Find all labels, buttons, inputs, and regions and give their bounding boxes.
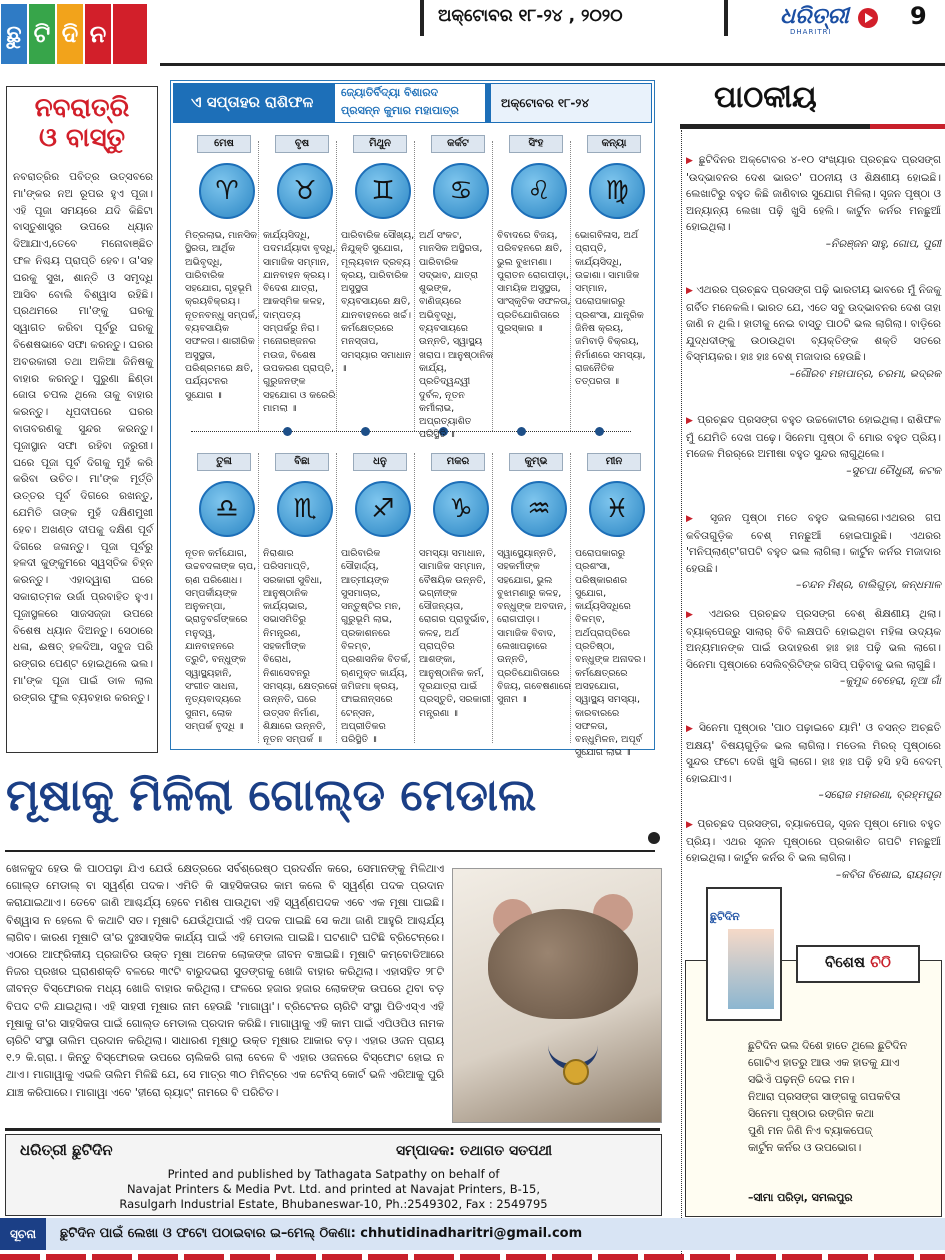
pisces-icon: ♓ <box>589 481 645 537</box>
navaratri-title <box>7 93 157 153</box>
letters-section-title: ପାଠକୀୟ <box>714 80 817 115</box>
rat-story-text: ଖେଳକୁଦ ହେଉ କି ପାଠପଢ଼ା ଯିଏ ଯେଉଁ କ୍ଷେତ୍ରରେ ସର୍ବଶ୍ରେଷ୍ଠ ପ୍ରଦର୍ଶନ କରେ, ସେମାନଙ୍କୁ ମିଳିଥାଏ ଗୋଲ୍ଡ ମେଡାଲ୍ ବା ସ୍ୱର୍ଣ୍ଣ ପଦକ। ଏମିତି କି ସାହସିକତାର କାମ କଲେ ବି ସ୍ୱର୍ଣ୍ଣ ପଦକ ପ୍ରଦାନ କରାଯାଇଥାଏ। ତେବେ ଜାଣି ଆଶ୍ଚର୍ଯ୍ୟ ହେବେ ମଣିଷ ପାଉଥିବା ଏହି ସ୍ୱର୍ଣ୍ଣପଦକ ଏବେ ଏକ ମୂଷା ପାଇଛି। ବିଶ୍ୱାସ ନ ହେଲେ ବି କଥାଟି ସତ। ମୂଷାଟି ଯେଉଁଥିପାଇଁ ଏହି ପଦକ ପାଇଛି ସେ କଥା ଜାଣି ଆହୁରି ଆଶ୍ଚର୍ଯ୍ୟ ଲାଗିବ। କାରଣ ମୂଷାଟି ତା'ର ଦୁଃସାହସିକ କାର୍ଯ୍ୟ ପାଇଁ ଏହି ମେଡାଲ ପାଇଛି। ଘଟଣାଟି ଘଟିଛି ବ୍ରିଟେନ୍‌ରେ। ଏଠାରେ ଆଫ୍ରିକୀୟ ପ୍ରଜାତିର ଉକ୍ତ ମୂଷା ଅନେକ ଲୋକଙ୍କ ଜୀବନ ବଞ୍ଚାଇଛି। ମୂଷାଟି କମ୍ବୋଡିଆରେ ନିଜର ପ୍ରଖର ଘ୍ରାଣଶକ୍ତି ବଳରେ ୩୯ଟି ବାରୁଦଭରା ସୁଡଙ୍ଗକୁ ଖୋଜି ବାହାର କରିଥିଲା। ଏହାସହିତ ୨୮ଟି ଜୀବନ୍ତ ବିସ୍ଫୋରକ ମଧ୍ୟ ଖୋଜି ବାହାର କରିଥିଲା। ଫଳରେ ହଜାର ହଜାର ଲୋକଙ୍କ ଉପରେ ଥିବା ବଡ଼ ବିପଦ ଟଳି ଯାଇଥିଲା। ଏହି ସାହସୀ ମୂଷାର ନାମ ହେଉଛି 'ମାଗାୱା'। ବ୍ରିଟେନର ଚାରିଟି ସଂସ୍ଥା ପିଡିଏସ୍‌ଏ ଏହି ମୂଷାକୁ ତା'ର ସାହସିକତା ପାଇଁ ଗୋଲ୍ଡ ମେଡାଲ ପ୍ରଦାନ କରିଛି। ମାଗାୱାକୁ ଏହି କାମ ପାଇଁ ଏପିଓପିଓ ନାମକ ଚାରିଟି ସଂସ୍ଥା ତାଲିମ ପ୍ରଦାନ କରିଥିଲା। ସାଧାରଣ ମୂଷାଠୁ ଉକ୍ତ ମୂଷାର ଆକାର ବଡ଼। ଏହାର ଓଜନ ପ୍ରାୟ ୧.୨ କି.ଗ୍ରା.। କିନ୍ତୁ ବିସ୍ଫୋରକ ଉପରେ ଚାଲିକରି ଗଲା ବେଳେ ବି ଏହାର ଓଜନରେ ବିସ୍ଫୋଟ ହୋଇ ନ ଥାଏ। ମାଗାୱାକୁ ଏଭଳି ତାଲିମ ମିଳିଛି ଯେ, ସେ ମାତ୍ର ୩୦ ମିନିଟ୍‌ରେ ଏକ ଟେନିସ୍ କୋର୍ଟ ଭଳି ଏରିଆକୁ ପୁରି ଯାଞ୍ଚ କରିପାରେ। ମାଗାୱା ଏବେ 'ହୀରୋ ର‍୍ୟାଟ୍' ନାମରେ ବି ପରିଚିତ। <box>6 862 444 1099</box>
letter-text: ଏଥରର ପ୍ରଚ୍ଛଦ ପ୍ରସଙ୍ଗ ବେଶ୍ ଶିକ୍ଷଣୀୟ ଥିଲା। ବ୍ୟାକ୍‌ପେଜ୍‌ରୁ ସାଲାର୍ ବିବି ଲକ୍ଷପତି ହୋଇଥିବା ମହିଳା ଉଦ୍ୟକ ଅନ୍ୟମାନଙ୍କ ପାଇଁ ଉଦାହରଣ ହାଃ ହାଃ ପଢ଼ି ଭଲ ଲାଗେ। ସିନେମା ପୃଷ୍ଠାରେ ସେଲିବ୍ରିଟିଙ୍କ ଗସିପ୍ ପଢ଼ିବାକୁ ଭଲ ଲାଗୁଛି। <box>686 608 941 671</box>
sign-name: କନ୍ୟା <box>587 135 641 153</box>
bullet-icon: ▶ <box>686 156 695 166</box>
letter-signature: –ସୁଚପା ଚୌଧୁରୀ, କଟକ <box>846 464 941 477</box>
poem-line: କାର୍ଟୁନ କର୍ନର ଓ ଉପଭୋଗ। <box>748 1141 862 1154</box>
scorpio-icon: ♏ <box>277 481 333 537</box>
print-line-3: Rasulgarh Industrial Estate, Bhubaneswar-10, Ph.:2549302, Fax : 2549795 <box>119 1197 548 1211</box>
sign-name: କୁମ୍ଭ <box>509 453 563 471</box>
imprint-box <box>5 1134 662 1216</box>
divider-dot <box>517 427 526 436</box>
poem-line: ନିଆରା ପ୍ରସଙ୍ଗ ସାଙ୍ଗକୁ ଗପକବିତା <box>748 1090 901 1103</box>
magazine-cover-photo <box>728 929 774 1009</box>
astrologer-credit <box>335 84 485 122</box>
sign-forecast: ପାରିବାରିକ ସୌଖ୍ୟ, ନିଯୁକ୍ତି ସୁଯୋଗ, ମୂଲ୍ୟବାନ ଦ୍ରବ୍ୟ କ୍ରୟ, ପାରିବାରିକ ଅସୁସ୍ଥତା ବ୍ୟବସାୟରେ କ୍ଷତି, ଯାନବାହନରେ ଖର୍ଚ୍ଚ। କର୍ମକ୍ଷେତ୍ରରେ ମନସ୍ତାପ, ସମସ୍ୟାର ସମାଧାନ ॥ <box>341 230 415 374</box>
bullet-icon: ▶ <box>686 724 695 734</box>
divider-dot <box>595 427 604 436</box>
letter-text: ଛୁଟିଦିନର ଅକ୍ଟୋବର ୪-୧୦ ସଂଖ୍ୟାର ପ୍ରଚ୍ଛଦ ପ୍ରସଙ୍ଗ 'ଉଦ୍ଭାବନର ଦେଶ ଭାରତ' ପଠନୀୟ ଓ ଶିକ୍ଷଣୀୟ ହୋଇଛି। ଲେଖାଟିରୁ ବହୁତ କିଛି ଜାଣିବାର ସୁଯୋଗ ମିଳିଲା। ସୃଜନ ପୃଷ୍ଠା ଓ ଅନ୍ୟାନ୍ୟ ଲେଖା ପଢ଼ି ଖୁସି ହେଲି। କାର୍ଟୁନ କର୍ନର ମନଛୁଆଁ ହୋଇଥିଲା। <box>686 154 942 233</box>
letter-signature: –କୁମୁଦ୍ଦ ବେହେରା, ନୂଆ ଗାଁ <box>839 675 941 687</box>
publication-name: ଧରିତ୍ରୀ ଛୁଟିଦିନ <box>20 1141 113 1159</box>
sign-name: ଧନୁ <box>353 453 407 471</box>
reader-letter <box>686 720 941 804</box>
sign-forecast: ଅର୍ଥ ସଂକଟ, ମାନସିକ ଅସ୍ଥିରତା, ପାରିବାରିକ ସଦ୍ଭାବ, ଯାତ୍ରା ଶୁଭଙ୍କ, ବାଣିଜ୍ୟରେ ଅଭିବୃଦ୍ଧି, ବ୍ୟବସାୟରେ ଉନ୍ନତି, ସ୍ୱାସ୍ଥ୍ୟ ଖରାପ। ଆନୁଷ୍ଠାନିକ କାର୍ଯ୍ୟ, ପ୍ରତିଦ୍ୱନ୍ଦ୍ୱୀ ଦୁର୍ବଳ, ନୂତନ କର୍ମୀଲାଭ, ଅପ୍ରତ୍ୟାଶିତ ପରିସ୍ଥିତି ॥ <box>419 230 493 441</box>
bullet-icon: ▶ <box>686 416 694 426</box>
sign-name: ମୀନ <box>587 453 641 471</box>
reader-letter <box>686 816 941 883</box>
poem-line: ପୁଣି ମନ ଜିଣି ନିଏ ବ୍ୟାକପେଜ୍ <box>748 1124 872 1137</box>
notice-label: ସୂଚନା <box>0 1218 46 1250</box>
magazine-cover-label: ଛୁଟିଦିନ <box>710 910 740 923</box>
divider-dot <box>283 427 292 436</box>
letter-signature: –ଚନ୍ଦନ ମିଶ୍ର, ବାଲିଗୁଡ଼ା, କନ୍ଧମାଳ <box>795 579 941 591</box>
footer-rule <box>5 1128 660 1131</box>
bullet-icon: ▶ <box>686 514 700 524</box>
issue-date: ଅକ୍ଟୋବର ୧୮-୨୪ , ୨୦୨୦ <box>438 6 623 26</box>
bullet-icon: ▶ <box>686 820 694 830</box>
sign-forecast: ସ୍ୱାସ୍ଥ୍ୟୋନ୍ନତି, ସହକର୍ମୀଙ୍କ ସହଯୋଗ, ଭୁଲ ବୁଝାମଣାରୁ କଳହ, ବନ୍ଧୁଙ୍କ ଅବଦାନ, ରୋଗପୀଡ଼ା। ସାମାଜିକ ବିବାଦ, ଲେଖାପଢ଼ାରେ ଉନ୍ନତି, ପ୍ରତିଯୋଗିତାରେ ବିଜୟ, ଗବେଷଣାରେ ସୁନାମ ॥ <box>497 548 571 706</box>
editor-credit: ସମ୍ପାଦକ: ତଥାଗତ ସତପଥୀ <box>396 1143 553 1159</box>
horoscope-date: ଅକ୍ଟୋବର ୧୮-୨୪ <box>491 84 651 122</box>
play-icon <box>858 8 878 28</box>
sign-name: ବିଛା <box>275 453 329 471</box>
masthead-letter-3: ଦି <box>57 4 83 64</box>
navaratri-body: ନବରାତ୍ରିର ପବିତ୍ର ଉତ୍ସବରେ ମା'ଙ୍କର ନଅ ରୂପର ହୁଏ ପୂଜା। ଏହି ପୂଜା ସମୟରେ ଯଦି କିଛିଟା ବାସ୍ତୁଶାସ୍ତ୍ର ଉପରେ ଧ୍ୟାନ ଦିଆଯାଏ,ତେବେ ମନୋବାଞ୍ଛିତ ଫଳ ନିଶ୍ଚୟ ପ୍ରାପ୍ତି ହେବ। ତା'ସହ ଘରକୁ ସୁଖ, ଶାନ୍ତି ଓ ସମୃଦ୍ଧି ଆସିବ ବୋଲି ବିଶ୍ୱାସ ରହିଛି। ପ୍ରଥମରେ ମା'ଙ୍କୁ ଘରକୁ ସ୍ୱାଗତ କରିବା ପୂର୍ବରୁ ଘରକୁ ବିଶେଷଭାବେ ସଫା କରନ୍ତୁ। ଘରର ଅବରକାରୀ ତଥା ଅଳିଆ ଜିନିଷକୁ ବାହାର କରନ୍ତୁ। ପୁରୁଣା ଛିଣ୍ଡା ଜୋତା ଚପଲ ଥିଲେ ତାକୁ ବାହାର କରନ୍ତୁ। ଧୂପଦୀପରେ ଘରର ବାତାବରଣକୁ ସୁନ୍ଦର କରନ୍ତୁ। ପୂଜାସ୍ଥାନ ସଫା ରହିବା ଜରୁରୀ। ଘରେ ପୂଜା ପୂର୍ବ ଦିଗକୁ ମୁହଁ କରି କରିବା ଉଚିତ। ମା'ଙ୍କ ମୂର୍ତ୍ତି ଉତ୍ତର ପୂର୍ବ ଦିଗରେ ରଖନ୍ତୁ, ଯେମିତି ତାଙ୍କ ମୁହଁ ଦକ୍ଷିଣମୁଖୀ ହେବ। ଅଖଣ୍ଡ ଦୀପକୁ ଦକ୍ଷିଣ ପୂର୍ବ ଦିଗରେ ଜଳାନ୍ତୁ। ପୂଜା ପୂର୍ବରୁ ହଳଦୀ କୁଙ୍କୁମରେ ସ୍ୱସ୍ତିକ ଚିହ୍ନ କରନ୍ତୁ। ଏହାଦ୍ୱାରା ଘରେ ସକାରାତ୍ମକ ଉର୍ଜା ପ୍ରବାହିତ ହୁଏ। ପୂଜାସ୍ଥଳରେ ସାଜସଜ୍ଜା ଉପରେ ବିଶେଷ ଧ୍ୟାନ ଦିଅନ୍ତୁ। ସେଠାରେ ଧଳା, ଈଷତ୍ ହଳଦିଆ, ସବୁଜ ପରି ରଙ୍ଗର ପେଣ୍ଟ ହୋଇଥିଲେ ଭଲ। ମା'ଙ୍କ ପୂଜା ପାଇଁ ଡାଳ ଲାଲ ରଙ୍ଗର ଫୁଲ ବ୍ୟବହାର କରନ୍ତୁ। <box>13 171 153 704</box>
print-line <box>6 1167 661 1212</box>
reader-letter <box>686 282 941 382</box>
poem-line: ଗୋଟିଏ ହାତରୁ ଆଉ ଏକ ହାତକୁ ଯାଏ <box>748 1056 900 1069</box>
special-letter-title <box>796 945 920 983</box>
letter-signature: –ସରୋଜ ମହାରଣା, ବ୍ରହ୍ମପୁର <box>818 789 941 801</box>
submission-email-notice: ଛୁଟିଦିନ ପାଇଁ ଲେଖା ଓ ଫଟୋ ପଠାଇବାର ଇ–ମେଲ୍ ଠିକଣା: chhutidinadharitri@gmail.com <box>60 1226 583 1241</box>
masthead-divider <box>160 63 945 66</box>
cancer-icon: ♋ <box>433 163 489 219</box>
poem-line: ଛୁଟିଦିନ ଭଲ ଦିଶେ ହାତେ ଥିଲେ ଛୁଟିଦିନ <box>748 1039 908 1052</box>
print-line-1: Printed and published by Tathagata Satpathy on behalf of <box>167 1167 500 1181</box>
special-letter-title-b: ଚିଠି <box>870 953 891 971</box>
sign-name: ତୁଳା <box>197 453 251 471</box>
reader-letter <box>686 152 941 252</box>
horoscope-title: ଏ ସପ୍ତାହର ରାଶିଫଳ <box>191 93 314 111</box>
reader-letter <box>686 606 941 690</box>
sign-forecast: ନୂତନ କର୍ମଯୋଗ, ଉଚ୍ଚବଦଳାଙ୍କ ଚାପ, ଋଣ ପରିଶୋଧ। ସମ୍ପର୍କୀୟଙ୍କ ଅନୁକମ୍ପା, ଭ୍ରାତୃବର୍ଗଙ୍କରେ ମନୁଦ୍ୱ, ଯାନବାହନରେ ତ୍ରୁଟି, ବନ୍ଧୁଙ୍କ ସ୍ୱାସ୍ଥ୍ୟହାନି, ସଂଗୀତ ସାଧନା, ନୃତ୍ୟବାଦ୍ୟରେ ସୁନାମ, ଲୋକ ସମ୍ପର୍କ ବୃଦ୍ଧି ॥ <box>185 548 257 732</box>
brand-logo: ଧରିତ୍ରୀ <box>780 4 849 29</box>
sign-name: ବୃଷ <box>275 135 329 153</box>
headline-dot <box>648 832 660 844</box>
letters-title-underline-dark <box>680 124 870 129</box>
masthead-letter-1: ଛୁ <box>1 4 27 64</box>
navaratri-title-line1: ନବରାତ୍ରି <box>34 93 130 123</box>
page-bottom-border <box>0 1254 945 1260</box>
capricorn-icon: ♑ <box>433 481 489 537</box>
navaratri-article <box>6 86 158 753</box>
sign-name: ମିଥୁନ <box>353 135 407 153</box>
sign-forecast: କାର୍ଯ୍ୟସିଦ୍ଧି, ପଦମର୍ଯ୍ୟାଦା ବୃଦ୍ଧି, ସାମାଜିକ ସମ୍ମାନ, ଯାନବାହନ କ୍ରୟ। ବିଦେଶ ଯାତ୍ରା, ଆକସ୍ମିକ କଳହ, ଦାମ୍ପତ୍ୟ ସମ୍ପର୍କରୁ ନିରା। ମନୋରଞ୍ଜନର ମଉଜ, ବିଶେଷ ଉପକରଣ ପ୍ରାପ୍ତି, ଗୁରୁଜନଙ୍କ ସହଯୋଗ ଓ କରେରି ମାମଲା ॥ <box>263 230 336 414</box>
sign-name: ସିଂହ <box>509 135 563 153</box>
letter-text: ପ୍ରଚ୍ଛଦ ପ୍ରସଙ୍ଗ, ବ୍ୟାକପେଜ୍, ସୃଜନ ପୃଷ୍ଠା ମୋର ବହୁତ ପ୍ରିୟ। ଏଥର ସୃଜନ ପୃଷ୍ଠାରେ ପ୍ରକାଶିତ ଗପଟି ମନଛୁଆଁ ହୋଇଥିଲା। କାର୍ଟୁନ କର୍ନର ବି ଭଲ ଲାଗିଲା। <box>686 818 942 864</box>
letter-signature: –ଗୌରବ ମହାପାତ୍ର, ଚରମା, ଭଦ୍ରକ <box>789 367 941 380</box>
horoscope-row-divider <box>191 431 631 442</box>
masthead-letter-4: ନ <box>85 4 111 64</box>
horoscope-header <box>173 83 652 123</box>
bullet-icon: ▶ <box>686 610 700 620</box>
special-letter-title-a: ବିଶେଷ <box>825 953 866 971</box>
astrologer-name: ପ୍ରସନ୍ନ କୁମାର ମହାପାତ୍ର <box>341 104 459 117</box>
letter-signature: –ନିରଞ୍ଜନ ସାହୁ, ଗୋପ, ପୁରୀ <box>825 237 941 250</box>
letter-text: ସିନେମା ପୃଷ୍ଠାର 'ପାଠ ପଢ଼ାଇବେ ୟାମି' ଓ ବସନ୍ତ ଅଚ୍ଛତି ଅକ୍ଷୟ' ବିଷୟଗୁଡ଼ିକ ଭଲ ଲାଗିଲା। ମଡେଲ ମିରର୍ ପୃଷ୍ଠାରେ ସୁନ୍ଦର ଫଟୋ ଦେଖି ଖୁସି ଲାଗେ। ହାଃ ହାଃ ପଢ଼ି ହସି ହସି ବେଦମ୍ ହୋଇଯାଏ। <box>686 722 942 785</box>
astrologer-qualification: ଜ୍ୟୋତିର୍ବିଦ୍ୟା ବିଶାରଦ <box>341 86 439 99</box>
letter-signature: –କବିତା ବିଶୋଇ, ରାୟଗଡ଼ା <box>835 868 941 881</box>
sign-name: କର୍କଟ <box>431 135 485 153</box>
rat-story-headline: ମୂଷାକୁ ମିଳିଲା ଗୋଲ୍ଡ ମେଡାଲ <box>6 770 537 821</box>
taurus-icon: ♉ <box>277 163 333 219</box>
sagittarius-icon: ♐ <box>355 481 411 537</box>
letter-text: ସୃଜନ ପୃଷ୍ଠା ମତେ ବହୁତ ଭଲଲାଗେ।ଏଥରର ଗପ କବିତାଗୁଡ଼ିକ ବେଶ୍ ମନଛୁଆଁ ହୋଇପାରୁଛି। ଏଥରର 'ମନିପ୍ଲାଣ୍ଟ'ଗପଟି ବହୁତ ଭଲ ଲାଗିଲା। କାର୍ଟୁନ କର୍ନର ମଜାଦାର ହେଉଛି। <box>686 512 941 575</box>
divider-dot <box>361 427 370 436</box>
sign-forecast: ପରୋପକାରରୁ ପ୍ରଶଂସା, ପରିଷ୍କାରଣର ସୁଯୋଗ, କାର୍ଯ୍ୟସିଦ୍ଧିରେ ବିଳମ୍ବ, ଅର୍ଥପ୍ରାପ୍ତିରେ ପ୍ରତିଷ୍ଠା, ବନ୍ଧୁଙ୍କ ଅନାଦର। କର୍ମକ୍ଷେତ୍ରରେ ଅସହଯୋଗ, ସ୍ୱାସ୍ଥ୍ୟ ସମସ୍ୟା, କାରବାରରେ ସଫଳତା, ବନ୍ଧୁମିଳନ, ଅପୂର୍ବ ସୁଯୋଗ ଲାଭ ॥ <box>575 548 646 759</box>
sign-forecast: ଭୋଗବିଳାସ, ଅର୍ଥ ପ୍ରାପ୍ତି, କାର୍ଯ୍ୟସିଦ୍ଧି, ଉଚ୍ଚାଶା। ସାମାଜିକ ସମ୍ମାନ, ପରୋପକାରରୁ ପ୍ରଶଂସା, ଯାନ୍ତ୍ରିକ ଜିନିଷ କ୍ରୟ, ଜମିବାଡ଼ି ବିକ୍ରୟ, ନିର୍ମାଣରେ ସମସ୍ୟା, ରାଜନୈତିକ ତତ୍ପରତା ॥ <box>575 230 646 388</box>
aquarius-icon: ♒ <box>511 481 567 537</box>
poem-line: ସଭିଏଁ ପଢ଼ନ୍ତି ଦେଇ ମନ। <box>748 1073 855 1086</box>
virgo-icon: ♍ <box>589 163 645 219</box>
bullet-icon: ▶ <box>686 286 693 296</box>
gemini-icon: ♊ <box>355 163 411 219</box>
reader-letter <box>686 510 941 594</box>
rat-story-body <box>6 860 656 1122</box>
photo-float-spacer <box>444 860 656 1122</box>
sign-forecast: ବିବାଦରେ ବିଜୟ, ପରିବହନରେ କ୍ଷତି, ଭୁଲ ବୁଝାମଣା। ପୁରାତନ ରୋଗପୀଡ଼ା, ସାମୟିକ ଅସୁସ୍ଥତା, ସାଂସ୍କୃତିକ ସଫଳତା, ପ୍ରତିଯୋଗିତାରେ ପୁରସ୍କାର ॥ <box>497 230 571 335</box>
headline-rule <box>5 850 655 852</box>
masthead-letter-2: ଟି <box>29 4 55 64</box>
sign-forecast: ମିତ୍ରଲାଭ, ମାନସିକ ସ୍ଥିରତା, ଆର୍ଥିକ ଅଭିବୃଦ୍ଧି, ପାରିବାରିକ ସହଯୋଗ, ଗୃହଭୂମି କ୍ରୟବିକ୍ରୟ। ନୂତନବନ୍ଧୁ ସମ୍ପର୍କ, ବ୍ୟବସାୟିକ ସଫଳତା। ଶାରୀରିକ ଅସୁସ୍ଥତା, ପରିଶ୍ରମରେ କ୍ଷତି, ପର୍ଯ୍ୟଟନର ସୁଯୋଗ ॥ <box>185 230 258 401</box>
libra-icon: ♎ <box>199 481 255 537</box>
letter-text: ପ୍ରଚ୍ଛଦ ପ୍ରସଙ୍ଗ ବହୁତ ଉଚ୍ଚକୋଟୀର ହୋଇଥିଲା। ରାଶିଫଳ ମୁଁ ଯେମିତି ଦେଖ ପଢ଼େ। ସିନେମା ପୃଷ୍ଠା ବି ମୋର ବହୁତ ପ୍ରିୟ। ମଜେଳ ମିରର୍‌ରେ ଅମୀଷା ବହୁତ ସୁନ୍ଦର ଲାଗୁଥିଲେ। <box>686 414 942 460</box>
sign-forecast: ନିରାଶାର ପରିସମାପ୍ତି, ସରକାରୀ ସୁବିଧା, ଆନୁଷ୍ଠାନିକ କାର୍ଯ୍ୟଭାର, ସଭାସମିତିରୁ ନିମନ୍ତ୍ରଣ, ସହକର୍ମୀଙ୍କ ବିରୋଧ, ନିଶାସେବନରୁ ସମସ୍ୟା, କ୍ଷେତ୍ରରେ ଉନ୍ନତି, ଘରେ ଉତ୍ସବ ନିର୍ମାଣ, ଶିକ୍ଷାରେ ଉନ୍ନତି, ନୂତନ ସମ୍ପର୍କ ॥ <box>263 548 337 746</box>
sign-forecast: ପାରିବାରିକ ସୌହାର୍ଦ୍ଦ୍ୟ, ଆତ୍ମୀୟଙ୍କ ସୁସମାଚାର, ସନ୍ତୁଷ୍ଟିର ମନ, ଗୁରୁଭୂମି ଲାଭ, ପ୍ରକାଶନରେ ବିଳମ୍ବ, ପ୍ରଶାସନିକ ବିତର୍କ, ଋଣମୁକ୍ତ କାର୍ଯ୍ୟ, ଜମିଜମା କ୍ରୟ, ଫାଇନାନ୍ସରେ ଟେନ୍ସନ, ଅପ୍ରୀତିକର ପରିସ୍ଥିତି ॥ <box>341 548 411 746</box>
horoscope-panel <box>170 80 655 759</box>
masthead-letter-5 <box>113 4 147 64</box>
leo-icon: ♌ <box>511 163 567 219</box>
brand-subtitle: DHARITRI <box>790 28 832 36</box>
special-letter-signature: –ସୀମା ପରିଡ଼ା, ସମଲପୁର <box>748 1191 853 1204</box>
reader-letter <box>686 412 941 479</box>
letter-text: ଏଥରର ପ୍ରଚ୍ଛଦ ପ୍ରସଙ୍ଗ ପଢ଼ି ଭାରତୀୟ ଭାବରେ ମୁଁ ନିଜକୁ ଗର୍ବିତ ମନେକଲି। ଭାରତ ଯେ, ଏତେ ସବୁ ଉଦ୍ଭାବନର ଦେଶ ତାହା ଜାଣି ନ ଥିଲି। ହାତୀକୁ ନେଇ ବାସ୍ତୁ ପାଠଟି ଭଲ ଲାଗିଲା। ବାଡ଼ିରେ ଯୁଦ୍ଧଦୀଙ୍କୁ ଉଠାଉଥିବା ବ୍ୟକ୍ତିଙ୍କ ଶକ୍ତି ସତରେ ବିସ୍ମୟକର। ହାଃ ହାଃ ବେଶ୍ ମଜାଦାର ହେଉଛି। <box>686 284 941 363</box>
magazine-cover-thumbnail <box>706 887 782 1021</box>
special-letter-poem <box>748 1037 936 1156</box>
column-divider <box>681 130 682 1260</box>
poem-line: ସିନେମା ପୃଷ୍ଠାର ରଙ୍ଗିନ କଥା <box>748 1107 874 1120</box>
sign-name: ମେଷ <box>197 135 251 153</box>
print-line-2: Navajat Printers & Media Pvt. Ltd. and printed at Navajat Printers, B-15, <box>126 1182 541 1196</box>
date-strip <box>420 0 728 36</box>
navaratri-title-line2: ଓ ବାସ୍ତୁ <box>38 123 126 153</box>
sign-name: ମକର <box>431 453 485 471</box>
notice-bar <box>0 1218 945 1250</box>
aries-icon: ♈ <box>199 163 255 219</box>
sign-forecast: ସମସ୍ୟା ସମାଧାନ, ସାମାଜିକ ସମ୍ମାନ, ବୈଷୟିକ ଉନ୍ନତି, ଭଗ୍ନୀଙ୍କ ସୌଜନ୍ୟତା, ରୋଗର ପ୍ରାଦୁର୍ଭାବ, କଳହ, ଅର୍ଥ ପ୍ରାପ୍ତିର ଆଶଙ୍କା, ଆନୁଷ୍ଠାନିକ କର୍ମ, ଦୂରଯାତ୍ରା ପାଇଁ ପ୍ରସ୍ତୁତି, ସରକାରୀ ମନ୍ତ୍ରଣା ॥ <box>419 548 491 719</box>
special-letter-box <box>685 910 942 1217</box>
page-number: 9 <box>910 2 927 30</box>
